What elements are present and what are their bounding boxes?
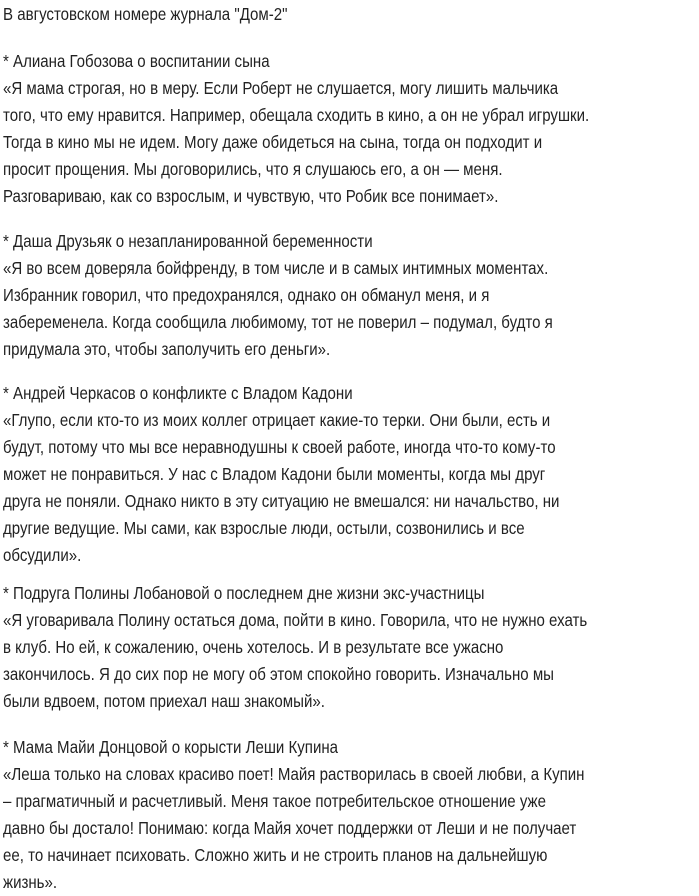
section-heading: * Мама Майи Донцовой о корысти Леши Купина — [3, 737, 339, 757]
quote-line: Избранник говорил, что предохранялся, однако он обманул меня, и я — [3, 285, 490, 305]
quote-line: закончилось. Я до сих пор не могу об этом спокойно говорить. Изначально мы — [3, 664, 554, 684]
quote-line: другие ведущие. Мы сами, как взрослые люди, остыли, созвонились и все — [3, 518, 525, 538]
quote-line: просит прощения. Мы договорились, что я слушаюсь его, а он — меня. — [3, 159, 503, 179]
quote-line: обсудили». — [3, 545, 82, 565]
quote-line: «Леша только на словах красиво поет! Майя растворилась в своей любви, а Купин — [3, 764, 585, 784]
section-heading: * Подруга Полины Лобановой о последнем дне жизни экс-участницы — [3, 583, 485, 603]
quote-line: «Глупо, если кто-то из моих коллег отрицает какие-то терки. Они были, есть и — [3, 410, 551, 430]
quote-line: будут, потому что мы все неравнодушны к своей работе, иногда что-то кому-то — [3, 437, 556, 457]
quote-line: придумала это, чтобы заполучить его деньги». — [3, 339, 331, 359]
section-heading: * Алиана Гобозова о воспитании сына — [3, 51, 270, 71]
quote-line: Разговариваю, как со взрослым, и чувствую, что Робик все понимает». — [3, 186, 499, 206]
quote-line: были вдвоем, потом приехал наш знакомый». — [3, 691, 325, 711]
quote-line: давно бы достало! Понимаю: когда Майя хочет поддержки от Леши и не получает — [3, 818, 577, 838]
quote-line: ее, то начинает психовать. Сложно жить и не строить планов на дальнейшую — [3, 845, 548, 865]
quote-line: жизнь». — [3, 872, 58, 892]
quote-line: друга не поняли. Однако никто в эту ситуацию не вмешался: ни начальство, ни — [3, 491, 560, 511]
quote-line: Тогда в кино мы не идем. Могу даже обидеться на сына, тогда он подходит и — [3, 132, 543, 152]
quote-line: в клуб. Но ей, к сожалению, очень хотелось. И в результате все ужасно — [3, 637, 504, 657]
intro-line: В августовском номере журнала "Дом-2" — [3, 4, 288, 24]
quote-line: – прагматичный и расчетливый. Меня такое потребительское отношение уже — [3, 791, 546, 811]
quote-line: «Я во всем доверяла бойфренду, в том числе и в самых интимных моментах. — [3, 258, 549, 278]
quote-line: забеременела. Когда сообщила любимому, тот не поверил – подумал, будто я — [3, 312, 553, 332]
section-heading: * Андрей Черкасов о конфликте с Владом Кадони — [3, 383, 353, 403]
quote-line: «Я уговаривала Полину остаться дома, пойти в кино. Говорила, что не нужно ехать — [3, 610, 588, 630]
quote-line: может не понравиться. У нас с Владом Кадони были моменты, когда мы друг — [3, 464, 546, 484]
section-heading: * Даша Друзьяк о незапланированной беременности — [3, 231, 373, 251]
quote-line: «Я мама строгая, но в меру. Если Роберт не слушается, могу лишить мальчика — [3, 78, 559, 98]
quote-line: того, что ему нравится. Например, обещала сходить в кино, а он не убрал игрушки. — [3, 105, 590, 125]
